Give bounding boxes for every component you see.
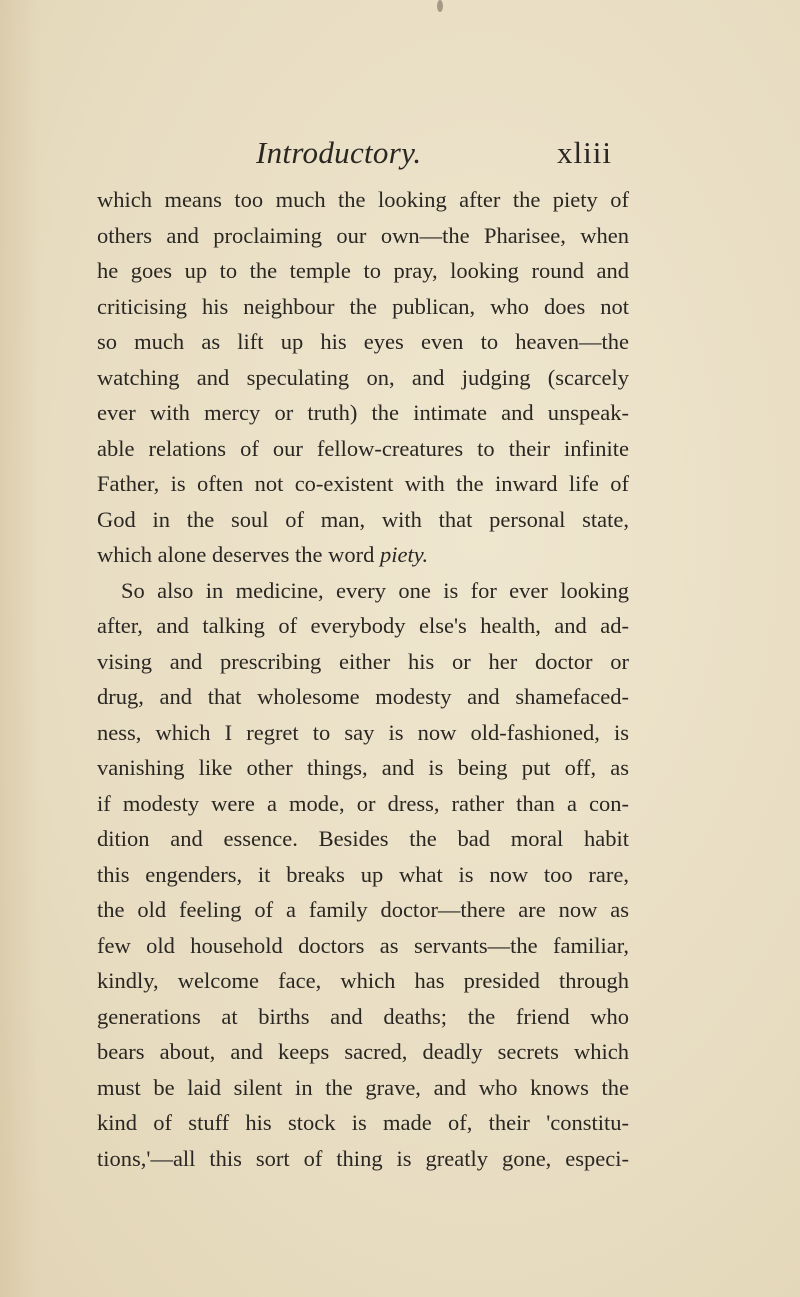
text-line: must be laid silent in the grave, and who knows the	[97, 1074, 629, 1100]
text-line: watching and speculating on, and judging (scarcely	[97, 364, 629, 390]
page-number: xliii	[557, 135, 612, 170]
text-line: this engenders, it breaks up what is now too rare,	[97, 861, 629, 887]
text-line: kind of stuff his stock is made of, their 'constitu-	[97, 1110, 629, 1135]
paragraph-start-line: So also in medicine, every one is for ever looking	[121, 577, 629, 603]
ink-blot	[437, 0, 443, 12]
text-line: after, and talking of everybody else's health, and ad-	[97, 613, 629, 638]
body-text	[97, 182, 629, 1176]
text-line: which means too much the looking after the piety of	[97, 187, 629, 212]
text-line: if modesty were a mode, or dress, rather than a con-	[97, 790, 629, 816]
text-line: drug, and that wholesome modesty and shamefaced-	[97, 684, 629, 709]
text-line: criticising his neighbour the publican, who does not	[97, 293, 629, 319]
text-line: God in the soul of man, with that personal state,	[97, 506, 629, 532]
text-line: few old household doctors as servants—the familiar,	[97, 932, 629, 958]
text-line: bears about, and keeps sacred, deadly secrets which	[97, 1039, 629, 1064]
text-line: ness, which I regret to say is now old-fashioned, is	[97, 719, 629, 745]
text-line: he goes up to the temple to pray, looking round and	[97, 258, 629, 283]
text-line: the old feeling of a family doctor—there are now as	[97, 897, 629, 922]
paragraph-end-line	[97, 537, 629, 573]
text-line: Father, is often not co-existent with the inward life of	[97, 471, 629, 496]
text-line: tions,'—all this sort of thing is greatly gone, especi-	[97, 1145, 629, 1171]
text-line-segment: which alone deserves the word	[97, 542, 375, 567]
text-line: able relations of our fellow-creatures to their infinite	[97, 435, 629, 461]
text-line: dition and essence. Besides the bad moral habit	[97, 826, 629, 851]
page-header	[0, 133, 800, 183]
text-line: kindly, welcome face, which has presided through	[97, 968, 629, 993]
text-line: generations at births and deaths; the friend who	[97, 1003, 629, 1029]
text-line: vanishing like other things, and is being put off, as	[97, 755, 629, 780]
text-line: ever with mercy or truth) the intimate and unspeak-	[97, 400, 629, 425]
text-line: vising and prescribing either his or her doctor or	[97, 648, 629, 674]
italic-word-piety: piety.	[380, 542, 429, 567]
text-line: others and proclaiming our own—the Pharisee, when	[97, 222, 629, 248]
running-title: Introductory.	[256, 135, 422, 170]
text-line: so much as lift up his eyes even to heaven—the	[97, 329, 629, 354]
